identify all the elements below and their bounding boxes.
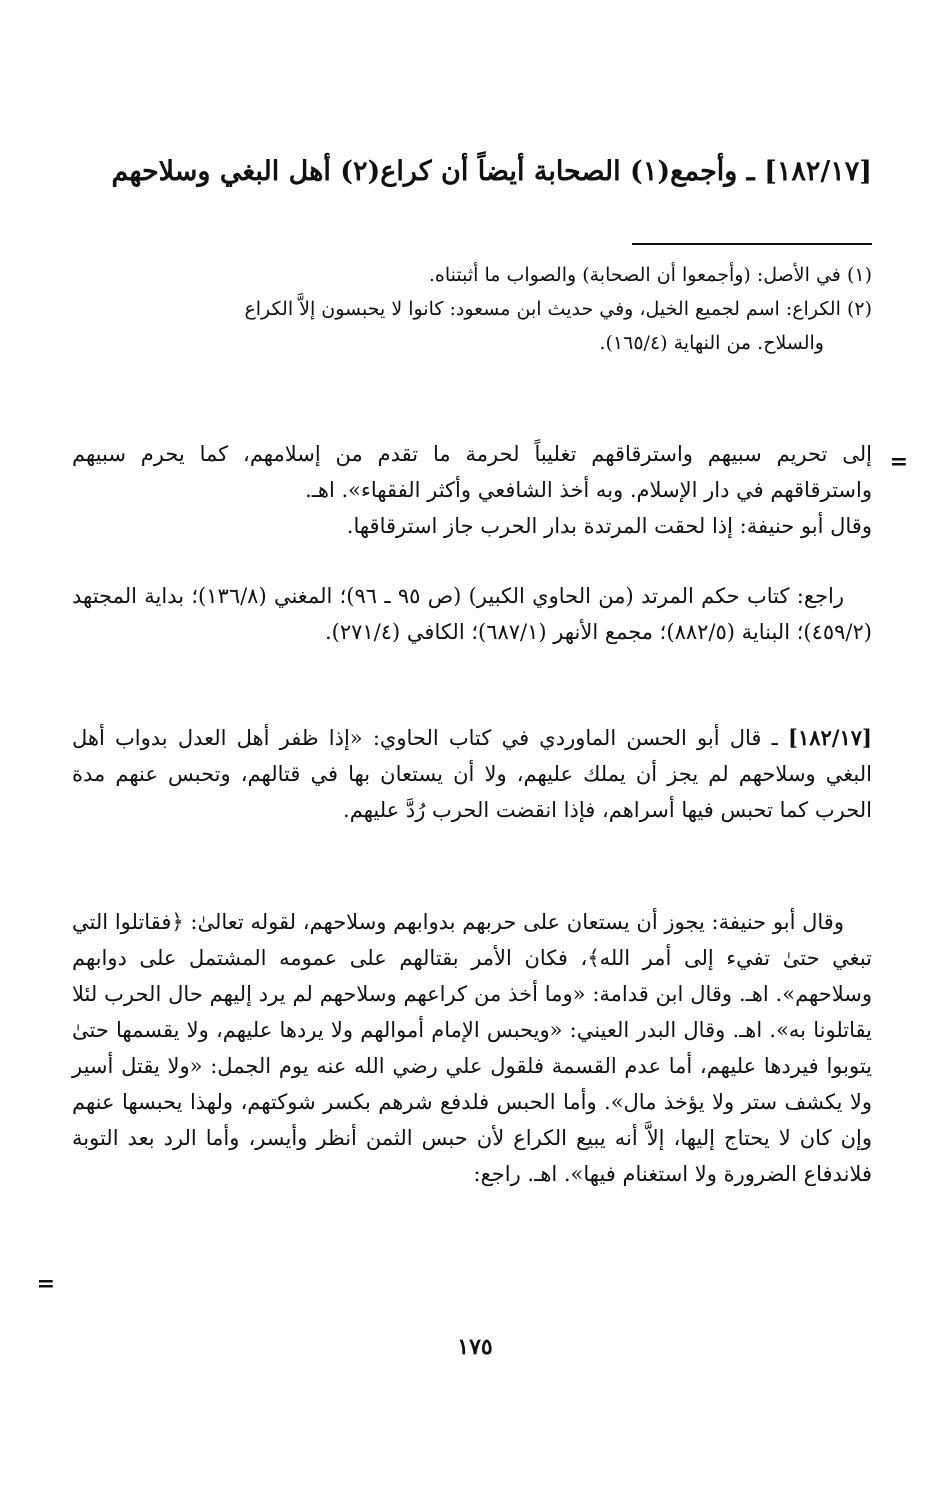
footnote-2-continuation: والسلاح. من النهاية (١٦٥/٤). [599, 332, 824, 354]
heading-dash: ـ [746, 156, 755, 187]
commentary-text: قال أبو الحسن الماوردي في كتاب الحاوي: «إذا ظفر أهل العدل بدواب أهل البغي وسلاحهم لم يجز أن يملك عليهم، ولا أن يستعان بها في قتالهم، وتحبس عنهم مدة الحرب كما تحبس فيها أسراهم، فإذا انقضت الحرب رُدَّ عليهم. [72, 726, 872, 822]
heading-text: وأجمع(١) الصحابة أيضاً أن كراع(٢) أهل البغي وسلاحهم [111, 156, 738, 187]
references-text: راجع: كتاب حكم المرتد (من الحاوي الكبير) (ص ٩٥ ـ ٩٦)؛ المغني (١٣٦/٨)؛ بداية المجتهد (٤٥٩/٢)؛ البناية (٨٨٢/٥)؛ مجمع الأنهر (٦٨٧/١)؛ الكافي (٢٧١/٤). [72, 584, 872, 644]
main-text-heading [72, 152, 872, 192]
commentary-reference: [١٨٢/١٧] [788, 725, 872, 750]
footnote-1 [72, 258, 872, 292]
footnote-marker: (٢) [846, 298, 872, 320]
commentary-line: وقال أبو حنيفة: إذا لحقت المرتدة بدار الحرب جاز استرقاقها. [346, 514, 872, 538]
footnote-marker: (١) [846, 264, 872, 286]
footnotes [72, 258, 872, 360]
commentary-paragraph [72, 720, 872, 828]
continuation-mark-end: = [36, 1271, 55, 1297]
commentary-dash: ـ [771, 726, 778, 750]
hanafi-paragraph-block [72, 904, 872, 1192]
commentary-line: إلى تحريم سبيهم واسترقاقهم تغليباً لحرمة ما تقدم من إسلامهم، كما يحرم سبيهم واسترقاقهم في دار الإسلام. وبه أخذ الشافعي وأكثر الفقهاء». اهـ. [72, 442, 872, 502]
footnote-text: في الأصل: (وأجمعوا أن الصحابة) والصواب ما أثبتناه. [428, 264, 841, 286]
footnote-2 [72, 292, 872, 326]
section-reference: [١٨٢/١٧] [764, 156, 872, 187]
page-number: ١٧٥ [457, 1334, 493, 1360]
footnote-separator [632, 243, 872, 245]
previous-commentary-continued [72, 436, 872, 544]
hanafi-paragraph: وقال أبو حنيفة: يجوز أن يستعان على حربهم بدوابهم وسلاحهم، لقوله تعالىٰ: ﴿فقاتلوا التي تبغي حتىٰ تفيء إلى أمر الله﴾، فكان الأمر بقتالهم على عمومه المشتمل على دوابهم وسلاحهم». اهـ. وقال ابن قدامة: «وما أخذ من كراعهم وسلاحهم لم يرد إليهم حال الحرب لئلا يقاتلونا به». اهـ. وقال البدر العيني: «ويحبس الإمام أموالهم ولا يردها عليهم، ولا يقسمها حتىٰ يتوبوا فيردها عليهم، أما عدم القسمة فلقول علي رضي الله عنه يوم الجمل: «ولا يقتل أسير ولا يكشف ستر ولا يؤخذ مال». وأما الحبس فلدفع شرهم بكسر شوكتهم، ولهذا يحبسها عنهم وإن كان لا يحتاج إليها، إلاَّ أنه يبيع الكراع لأن حبس الثمن أنظر وأيسر، وأما الرد بعد التوبة فلاندفاع الضرورة ولا استغنام فيها». اهـ. راجع: [72, 910, 872, 1186]
continuation-mark-start: = [889, 449, 908, 475]
commentary-section [72, 720, 872, 828]
footnote-text: الكراع: اسم لجميع الخيل، وفي حديث ابن مسعود: كانوا لا يحبسون إلاَّ الكراع [244, 298, 841, 320]
references-paragraph [72, 578, 872, 650]
